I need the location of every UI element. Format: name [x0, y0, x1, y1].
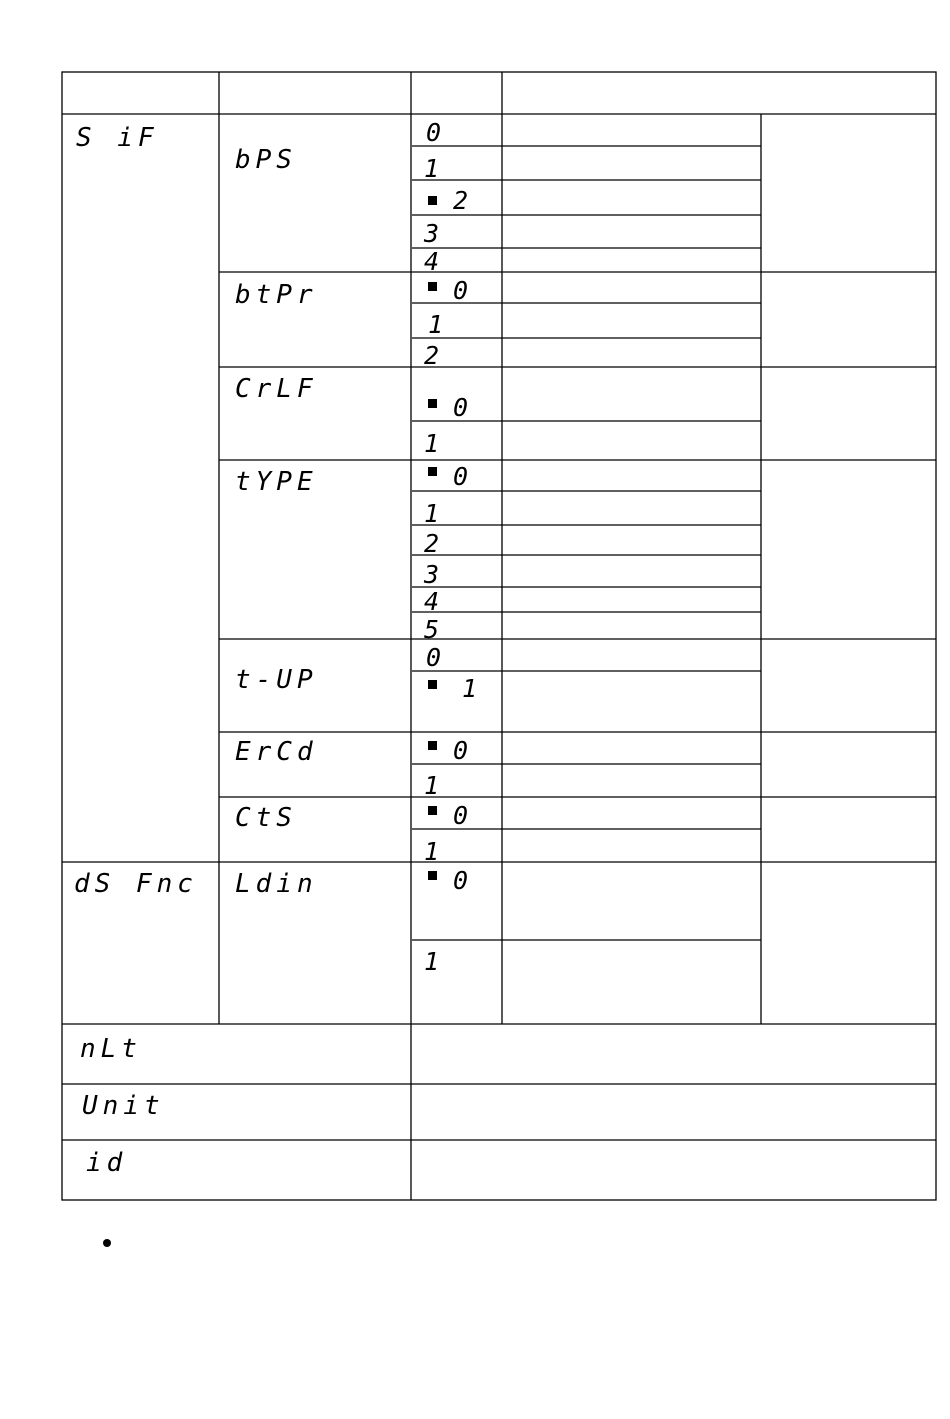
option-value: 1: [424, 947, 445, 976]
option-value: 1: [462, 674, 483, 703]
default-marker: [428, 467, 437, 476]
param-code-btpr: btPr: [235, 280, 318, 310]
option-value: 5: [424, 615, 445, 644]
option-value: 0: [453, 866, 474, 895]
param-code-cts: CtS: [235, 803, 297, 833]
option-value: 2: [453, 186, 474, 215]
option-value: 0: [453, 736, 474, 765]
option-value: 4: [424, 247, 445, 276]
option-values: [423, 118, 482, 976]
table-grid: [62, 72, 936, 1200]
param-code-type: tYPE: [235, 467, 318, 497]
param-code-crlf: CrLF: [235, 374, 318, 404]
list-bullet: [103, 1239, 111, 1247]
param-code-ercd: ErCd: [235, 737, 318, 767]
default-marker: [428, 399, 437, 408]
option-value: 3: [424, 560, 445, 589]
option-value: 1: [424, 429, 445, 458]
option-value: 0: [426, 118, 447, 147]
default-marker: [428, 196, 437, 205]
option-value: 3: [424, 219, 445, 248]
param-code-bps: bPS: [235, 145, 297, 175]
option-value: 1: [424, 837, 445, 866]
option-value: 2: [424, 341, 445, 370]
table-frame: [62, 72, 936, 1200]
default-marker: [428, 871, 437, 880]
option-value: 0: [453, 801, 474, 830]
option-value: 4: [424, 587, 445, 616]
option-value: 1: [424, 154, 445, 183]
option-value: 0: [453, 462, 474, 491]
option-value: 0: [453, 393, 474, 422]
row-code-nlt: nLt: [80, 1034, 142, 1064]
option-value: 0: [426, 643, 447, 672]
section-codes: [74, 123, 198, 1178]
option-value: 2: [424, 529, 445, 558]
default-marker: [428, 806, 437, 815]
default-marker: [428, 741, 437, 750]
option-value: 1: [428, 310, 449, 339]
row-code-id: id: [86, 1148, 128, 1178]
option-value: 0: [453, 276, 474, 305]
param-code-tup: t-UP: [235, 665, 318, 695]
default-marker: [428, 282, 437, 291]
parameter-codes: [235, 145, 318, 899]
row-code-unit: Unit: [82, 1091, 165, 1121]
section-code-sif: S iF: [76, 123, 159, 153]
section-code-dsfnc: dS Fnc: [74, 869, 198, 899]
param-code-ldin: Ldin: [235, 869, 318, 899]
default-marker: [428, 680, 437, 689]
option-value: 1: [424, 771, 445, 800]
option-value: 1: [424, 499, 445, 528]
